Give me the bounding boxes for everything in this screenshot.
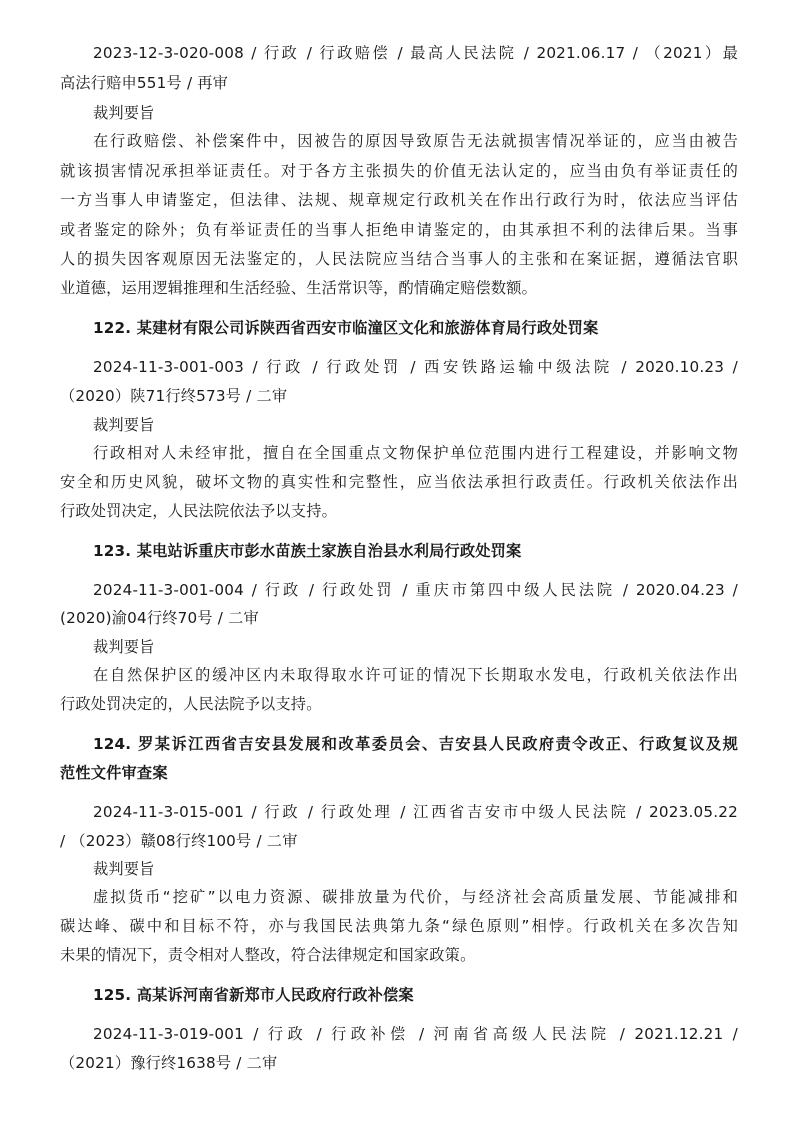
case-title: 123. 某电站诉重庆市彭水苗族土家族自治县水利局行政处罚案 [93, 542, 522, 560]
section-label: 裁判要旨 [93, 104, 155, 122]
body-line: 行政处罚决定，人民法院依法予以支持。 [60, 502, 337, 520]
case-meta-line: / （2023）赣08行终100号 / 二审 [60, 832, 298, 850]
case-meta-line: 2024-11-3-019-001 / 行政 / 行政补偿 / 河南省高级人民法院 / 2021.12.21 / [93, 1025, 738, 1043]
case-meta-line: （2020）陕71行终573号 / 二审 [60, 387, 288, 405]
case-meta-line: 高法行赔申551号 / 再审 [60, 74, 229, 92]
section-label: 裁判要旨 [93, 416, 155, 434]
body-line: 未果的情况下，责令相对人整改，符合法律规定和国家政策。 [60, 946, 476, 964]
body-line: 安全和历史风貌，破坏文物的真实性和完整性，应当依法承担行政责任。行政机关依法作出 [60, 473, 738, 491]
case-title: 范性文件审查案 [60, 764, 168, 782]
body-line: 人的损失因客观原因无法鉴定的，人民法院应当结合当事人的主张和在案证据，遵循法官职 [60, 250, 738, 268]
case-meta-line: 2024-11-3-015-001 / 行政 / 行政处理 / 江西省吉安市中级人民法院 / 2023.05.22 [93, 803, 738, 821]
section-label: 裁判要旨 [93, 860, 155, 878]
body-line: 业道德，运用逻辑推理和生活经验、生活常识等，酌情确定赔偿数额。 [60, 279, 538, 297]
body-line: 行政相对人未经审批，擅自在全国重点文物保护单位范围内进行工程建设，并影响文物 [93, 444, 738, 462]
body-line: 或者鉴定的除外；负有举证责任的当事人拒绝申请鉴定的，由其承担不利的法律后果。当事 [60, 221, 738, 239]
case-title: 125. 高某诉河南省新郑市人民政府行政补偿案 [93, 986, 414, 1004]
section-label: 裁判要旨 [93, 638, 155, 656]
body-line: 在自然保护区的缓冲区内未取得取水许可证的情况下长期取水发电，行政机关依法作出 [93, 666, 738, 684]
case-meta-line: 2024-11-3-001-004 / 行政 / 行政处罚 / 重庆市第四中级人民法院 / 2020.04.23 / [93, 581, 738, 599]
case-title: 122. 某建材有限公司诉陕西省西安市临潼区文化和旅游体育局行政处罚案 [93, 319, 599, 337]
body-line: 在行政赔偿、补偿案件中，因被告的原因导致原告无法就损害情况举证的，应当由被告 [93, 132, 738, 150]
body-line: 虚拟货币“挖矿”以电力资源、碳排放量为代价，与经济社会高质量发展、节能减排和 [93, 888, 738, 906]
case-meta-line: 2024-11-3-001-003 / 行政 / 行政处罚 / 西安铁路运输中级法院 / 2020.10.23 / [93, 358, 738, 376]
body-line: 一方当事人申请鉴定，但法律、法规、规章规定行政机关在作出行政行为时，依法应当评估 [60, 191, 738, 209]
case-meta-line: （2021）豫行终1638号 / 二审 [60, 1054, 278, 1072]
case-meta-line: 2023-12-3-020-008 / 行政 / 行政赔偿 / 最高人民法院 / 2021.06.17 / （2021）最 [93, 44, 738, 62]
body-line: 就该损害情况承担举证责任。对于各方主张损失的价值无法认定的，应当由负有举证责任的 [60, 162, 738, 180]
body-line: 碳达峰、碳中和目标不符，亦与我国民法典第九条“绿色原则”相悖。行政机关在多次告知 [60, 917, 738, 935]
case-meta-line: (2020)渝04行终70号 / 二审 [60, 609, 259, 627]
body-line: 行政处罚决定的，人民法院予以支持。 [60, 695, 322, 713]
case-title: 124. 罗某诉江西省吉安县发展和改革委员会、吉安县人民政府责令改正、行政复议及规 [93, 735, 738, 753]
